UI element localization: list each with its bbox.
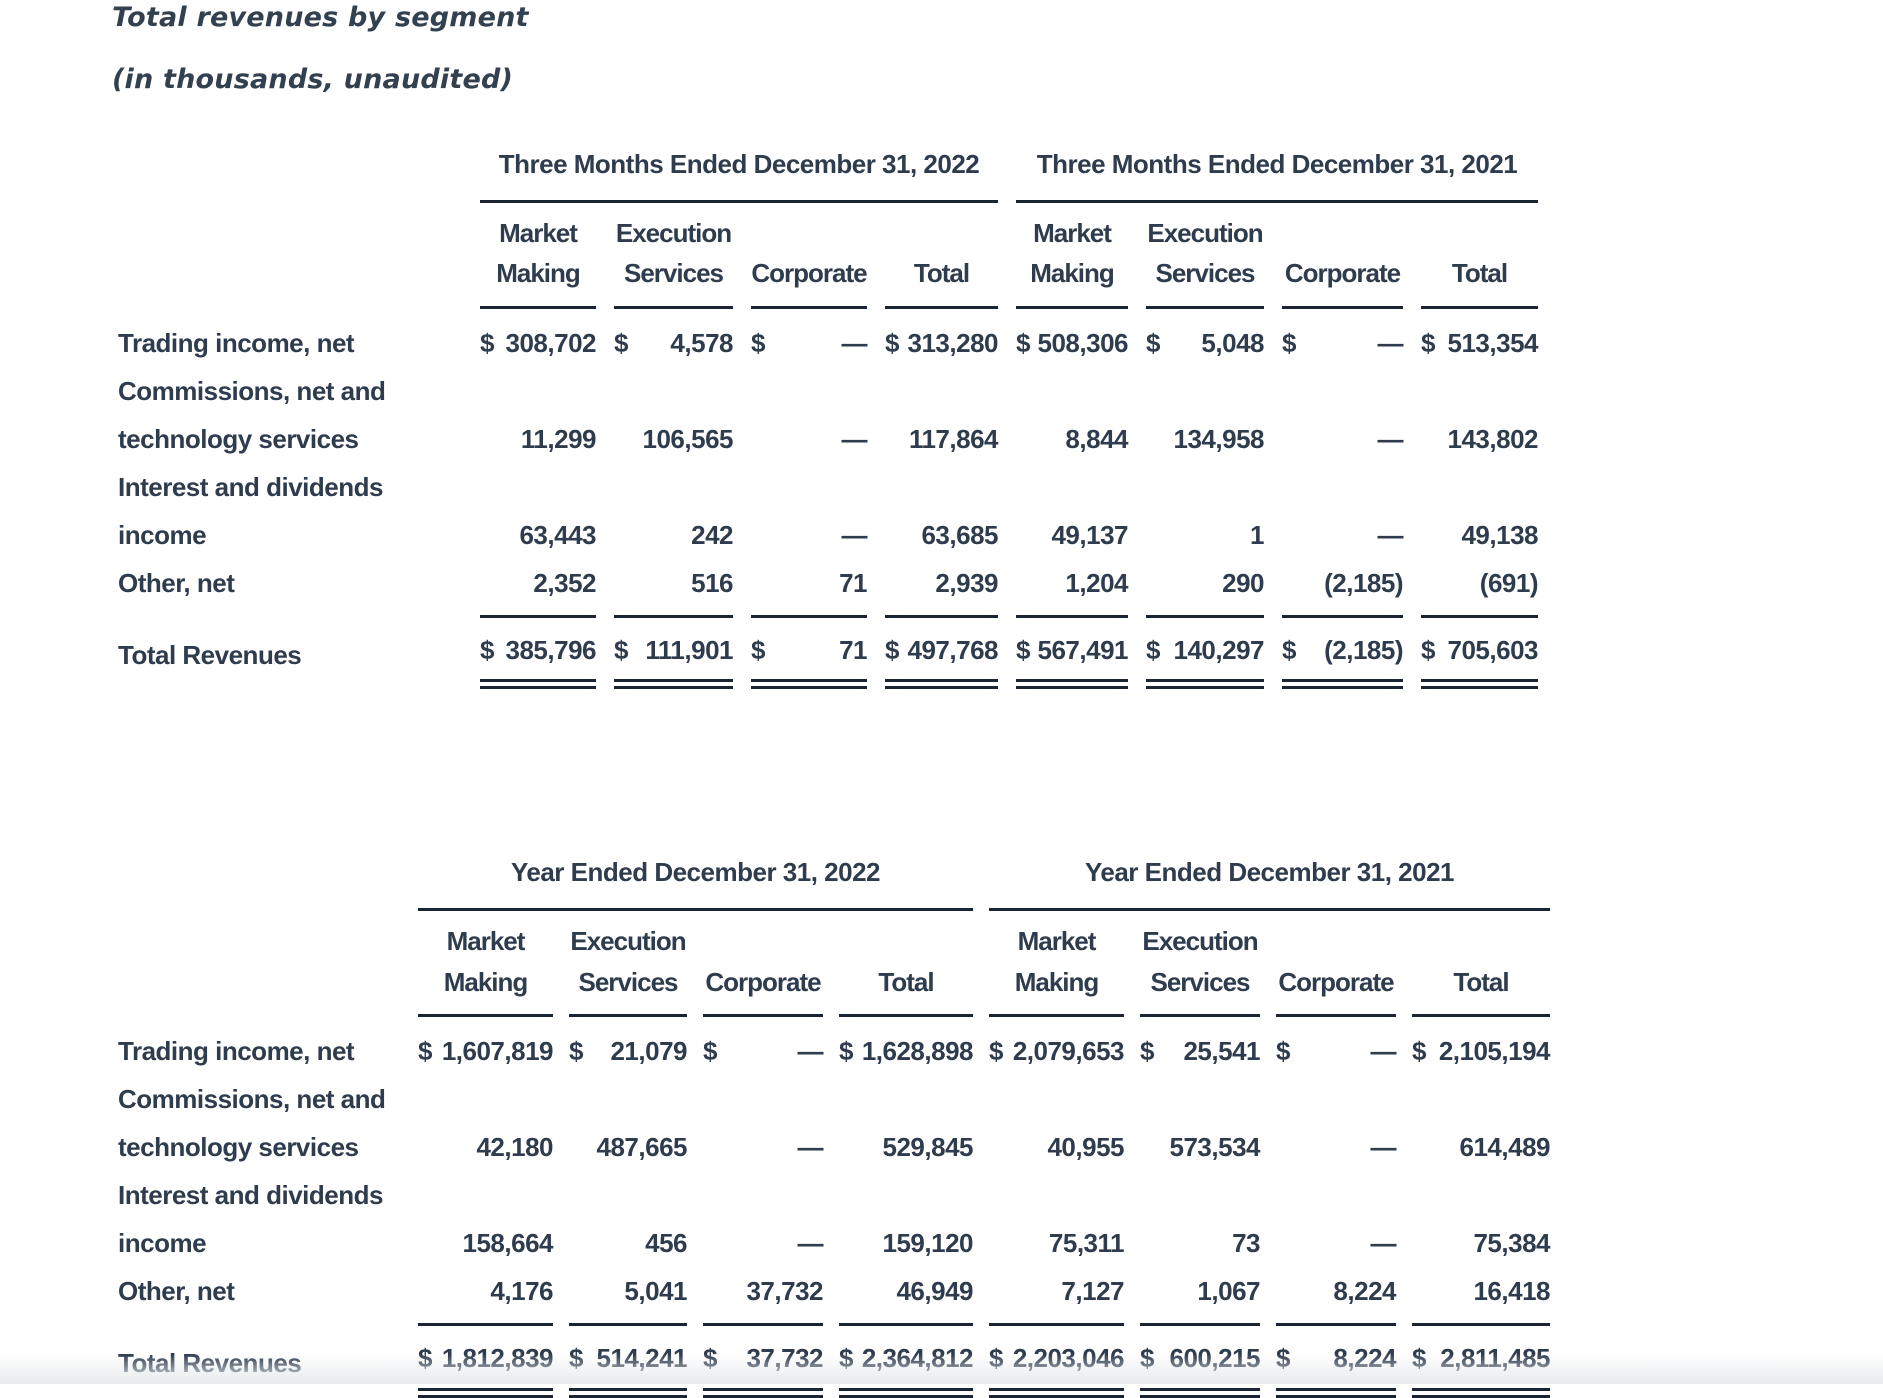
cell-value: 143,802 xyxy=(1447,423,1538,454)
currency-symbol: $ xyxy=(703,1343,717,1374)
table-cell xyxy=(1282,415,1403,463)
total-cell xyxy=(1421,615,1538,689)
cell-value: — xyxy=(841,519,867,550)
period-header-y-2021: Year Ended December 31, 2021 xyxy=(989,857,1550,911)
cell-value: 71 xyxy=(839,568,867,599)
currency-symbol: $ xyxy=(839,1343,853,1374)
cell-value: 106,565 xyxy=(642,423,733,454)
cell-value: — xyxy=(1377,519,1403,550)
currency-symbol: $ xyxy=(480,635,494,666)
table-cell xyxy=(1276,1017,1396,1075)
table-cell xyxy=(989,1267,1124,1315)
cell-value: 111,901 xyxy=(645,635,733,666)
table-cell xyxy=(839,1017,973,1075)
table-cell xyxy=(614,559,733,607)
table-cell xyxy=(1282,309,1403,367)
column-header-line: Total xyxy=(1451,258,1508,289)
cell-value: 11,299 xyxy=(520,423,596,454)
column-header-total xyxy=(1421,203,1538,309)
column-header-market-making xyxy=(480,203,596,309)
table-cell xyxy=(614,415,733,463)
table-cell xyxy=(751,559,867,607)
column-header-market-making xyxy=(989,911,1124,1017)
column-header-corporate xyxy=(751,203,867,309)
cell-value: 140,297 xyxy=(1173,635,1264,666)
table-cell xyxy=(1016,309,1128,367)
currency-symbol: $ xyxy=(1140,1343,1154,1374)
column-header-line: Services xyxy=(1150,966,1250,997)
row-label xyxy=(118,559,462,607)
spacer-cell xyxy=(118,911,402,1017)
column-header-line: Execution xyxy=(1147,218,1263,248)
currency-symbol: $ xyxy=(885,327,899,358)
table-cell xyxy=(1146,559,1264,607)
table-year xyxy=(118,857,1883,1397)
currency-symbol: $ xyxy=(1421,635,1435,666)
table-cell xyxy=(569,1219,687,1267)
currency-symbol: $ xyxy=(1412,1343,1426,1374)
currency-symbol: $ xyxy=(1282,635,1296,666)
cell-value: 158,664 xyxy=(462,1228,553,1259)
column-header-line: Making xyxy=(1030,258,1114,289)
cell-value: — xyxy=(1370,1228,1396,1259)
column-header-line: Total xyxy=(1453,966,1509,997)
total-cell xyxy=(885,615,998,689)
currency-symbol: $ xyxy=(418,1343,432,1374)
currency-symbol: $ xyxy=(885,635,899,666)
column-header-corporate xyxy=(703,911,823,1017)
currency-symbol: $ xyxy=(989,1343,1003,1374)
table-cell xyxy=(989,1017,1124,1075)
column-header-line: Corporate xyxy=(1284,258,1401,289)
table-cell xyxy=(1276,1267,1396,1315)
column-header-line: Corporate xyxy=(751,258,867,289)
column-header-total xyxy=(885,203,998,309)
cell-value: 8,224 xyxy=(1333,1343,1396,1374)
row-label-line: Trading income, net xyxy=(118,327,355,358)
table-cell xyxy=(418,1123,553,1171)
cell-value: 5,048 xyxy=(1201,327,1264,358)
cell-value: 117,864 xyxy=(908,423,998,454)
table-cell xyxy=(1421,559,1538,607)
cell-value: 1,607,819 xyxy=(441,1035,553,1066)
table-cell xyxy=(703,1123,823,1171)
cell-value: — xyxy=(797,1132,823,1163)
currency-symbol: $ xyxy=(703,1035,717,1066)
row-label-line: Trading income, net xyxy=(118,1035,355,1066)
currency-symbol: $ xyxy=(569,1343,583,1374)
cell-value: 242 xyxy=(691,519,733,550)
table-cell xyxy=(1276,1219,1396,1267)
column-header-execution-services xyxy=(614,203,733,309)
column-header-line: Market xyxy=(446,926,525,957)
cell-value: — xyxy=(1377,423,1403,454)
table-cell xyxy=(569,1267,687,1315)
column-header-market-making xyxy=(1016,203,1128,309)
cell-value: 290 xyxy=(1222,568,1264,599)
currency-symbol: $ xyxy=(1016,635,1030,666)
cell-value: 1,204 xyxy=(1065,568,1128,599)
cell-value: 573,534 xyxy=(1169,1132,1260,1163)
table-cell xyxy=(569,1017,687,1075)
column-header-line: Making xyxy=(443,966,528,997)
cell-value: — xyxy=(841,327,867,358)
table-cell xyxy=(751,309,867,367)
cell-value: 1 xyxy=(1250,519,1264,550)
cell-value: 1,628,898 xyxy=(861,1035,973,1066)
cell-value: 21,079 xyxy=(610,1035,687,1066)
cell-value: 487,665 xyxy=(596,1132,687,1163)
row-label-line: Interest and dividends xyxy=(118,471,383,502)
total-cell xyxy=(614,615,733,689)
column-header-corporate xyxy=(1282,203,1403,309)
table-cell xyxy=(885,559,998,607)
row-label-line: technology services xyxy=(118,423,359,454)
cell-value: 49,137 xyxy=(1051,519,1128,550)
table-cell xyxy=(1282,559,1403,607)
cell-value: 508,306 xyxy=(1037,327,1128,358)
table-cell xyxy=(839,1267,973,1315)
cell-value: 63,443 xyxy=(519,519,596,550)
period-header-y-2022: Year Ended December 31, 2022 xyxy=(418,857,973,911)
cell-value: 2,105,194 xyxy=(1438,1035,1550,1066)
table-cell xyxy=(1140,1267,1260,1315)
table-cell xyxy=(885,511,998,559)
table-cell xyxy=(751,415,867,463)
cell-value: 73 xyxy=(1232,1228,1260,1259)
row-label-line: Total Revenues xyxy=(118,1348,302,1379)
table-cell xyxy=(751,511,867,559)
cell-value: 614,489 xyxy=(1459,1132,1550,1163)
table-cell xyxy=(1016,511,1128,559)
currency-symbol: $ xyxy=(1276,1035,1290,1066)
table-cell xyxy=(614,511,733,559)
column-header-line: Total xyxy=(913,258,970,289)
period-header-q-2022: Three Months Ended December 31, 2022 xyxy=(480,149,998,203)
total-cell xyxy=(418,1323,553,1397)
table-cell xyxy=(1146,309,1264,367)
cell-value: — xyxy=(797,1228,823,1259)
cell-value: 37,732 xyxy=(746,1343,823,1374)
cell-value: 567,491 xyxy=(1037,635,1128,666)
column-header-market-making xyxy=(418,911,553,1017)
row-label-line: technology services xyxy=(118,1132,359,1163)
table-cell xyxy=(885,309,998,367)
table-cell xyxy=(1276,1123,1396,1171)
column-header-line: Making xyxy=(496,258,580,289)
cell-value: 313,280 xyxy=(907,327,998,358)
currency-symbol: $ xyxy=(1140,1035,1154,1066)
cell-value: — xyxy=(1377,327,1403,358)
cell-value: 2,811,485 xyxy=(1440,1343,1550,1374)
currency-symbol: $ xyxy=(1412,1035,1426,1066)
cell-value: 308,702 xyxy=(505,327,596,358)
cell-value: 2,203,046 xyxy=(1012,1343,1124,1374)
table-cell xyxy=(1146,511,1264,559)
table-cell xyxy=(703,1219,823,1267)
cell-value: 513,354 xyxy=(1447,327,1538,358)
cell-value: 8,844 xyxy=(1065,423,1128,454)
table-cell xyxy=(839,1123,973,1171)
cell-value: 49,138 xyxy=(1461,519,1538,550)
spacer-cell xyxy=(118,857,402,911)
cell-value: 600,215 xyxy=(1169,1343,1260,1374)
total-cell xyxy=(989,1323,1124,1397)
cell-value: 497,768 xyxy=(907,635,998,666)
column-header-line: Market xyxy=(1033,218,1111,248)
table-cell xyxy=(1016,559,1128,607)
table-cell xyxy=(1421,511,1538,559)
row-label-line: Other, net xyxy=(118,568,235,599)
currency-symbol: $ xyxy=(614,327,628,358)
row-label-line: Commissions, net and xyxy=(118,375,386,406)
cell-value: 16,418 xyxy=(1473,1276,1550,1307)
table-cell xyxy=(418,1267,553,1315)
column-header-line: Corporate xyxy=(1278,966,1394,997)
row-label-total xyxy=(118,1331,402,1397)
column-header-line: Execution xyxy=(570,926,686,957)
cell-value: 75,311 xyxy=(1048,1228,1124,1259)
currency-symbol: $ xyxy=(839,1035,853,1066)
total-cell xyxy=(1146,615,1264,689)
table-cell xyxy=(418,1219,553,1267)
row-label-line: Interest and dividends xyxy=(118,1180,383,1211)
cell-value: 2,364,812 xyxy=(861,1343,973,1374)
cell-value: 456 xyxy=(645,1228,687,1259)
currency-symbol: $ xyxy=(1016,327,1030,358)
column-header-line: Making xyxy=(1014,966,1099,997)
column-header-line: Total xyxy=(878,966,934,997)
cell-value: — xyxy=(797,1035,823,1066)
table-cell xyxy=(569,1123,687,1171)
currency-symbol: $ xyxy=(989,1035,1003,1066)
column-header-execution-services xyxy=(1140,911,1260,1017)
table-three-months xyxy=(118,149,1883,689)
total-cell xyxy=(1276,1323,1396,1397)
table-cell xyxy=(989,1123,1124,1171)
table-cell xyxy=(1016,415,1128,463)
currency-symbol: $ xyxy=(418,1035,432,1066)
table-cell xyxy=(885,415,998,463)
table-cell xyxy=(1412,1123,1550,1171)
cell-value: — xyxy=(1370,1132,1396,1163)
currency-symbol: $ xyxy=(1146,327,1160,358)
column-header-line: Services xyxy=(1155,258,1255,289)
currency-symbol: $ xyxy=(751,327,765,358)
table-cell xyxy=(1421,415,1538,463)
cell-value: 25,541 xyxy=(1183,1035,1260,1066)
table-cell xyxy=(480,559,596,607)
cell-value: 2,352 xyxy=(533,568,596,599)
cell-value: 4,176 xyxy=(490,1276,553,1307)
row-label-line: income xyxy=(118,519,207,550)
row-label xyxy=(118,367,462,463)
currency-symbol: $ xyxy=(1421,327,1435,358)
row-label-line: income xyxy=(118,1228,207,1259)
cell-value: 514,241 xyxy=(596,1343,687,1374)
column-header-execution-services xyxy=(569,911,687,1017)
cell-value: 46,949 xyxy=(896,1276,973,1307)
cell-value: 7,127 xyxy=(1061,1276,1124,1307)
column-header-line: Services xyxy=(578,966,678,997)
table-cell xyxy=(614,309,733,367)
table-cell xyxy=(480,309,596,367)
column-header-line: Services xyxy=(624,258,723,289)
row-label xyxy=(118,1171,402,1267)
currency-symbol: $ xyxy=(1146,635,1160,666)
row-label-line: Other, net xyxy=(118,1276,235,1307)
total-cell xyxy=(1282,615,1403,689)
table-cell xyxy=(1421,309,1538,367)
column-header-corporate xyxy=(1276,911,1396,1017)
table-cell xyxy=(1140,1219,1260,1267)
cell-value: 2,939 xyxy=(935,568,998,599)
cell-value: 4,578 xyxy=(670,327,733,358)
cell-value: (2,185) xyxy=(1324,568,1403,599)
row-label xyxy=(118,463,462,559)
total-cell xyxy=(569,1323,687,1397)
cell-value: 159,120 xyxy=(882,1228,973,1259)
row-label xyxy=(118,309,462,367)
table-cell xyxy=(1140,1017,1260,1075)
total-cell xyxy=(1140,1323,1260,1397)
column-header-line: Market xyxy=(1017,926,1096,957)
total-cell xyxy=(1412,1323,1550,1397)
currency-symbol: $ xyxy=(751,635,765,666)
cell-value: 134,958 xyxy=(1173,423,1264,454)
column-header-line: Execution xyxy=(1142,926,1258,957)
currency-symbol: $ xyxy=(569,1035,583,1066)
cell-value: 8,224 xyxy=(1333,1276,1396,1307)
row-label xyxy=(118,1017,402,1075)
table-cell xyxy=(418,1017,553,1075)
cell-value: 75,384 xyxy=(1473,1228,1550,1259)
page-subtitle: (in thousands, unaudited) xyxy=(112,64,514,95)
column-header-line: Market xyxy=(499,218,577,248)
page-title: Total revenues by segment xyxy=(112,2,529,33)
row-label-total xyxy=(118,623,462,689)
spacer-cell xyxy=(118,149,462,203)
total-cell xyxy=(1016,615,1128,689)
currency-symbol: $ xyxy=(1276,1343,1290,1374)
table-cell xyxy=(1140,1123,1260,1171)
currency-symbol: $ xyxy=(1282,327,1296,358)
column-header-execution-services xyxy=(1146,203,1264,309)
cell-value: 42,180 xyxy=(476,1132,553,1163)
table-cell xyxy=(989,1219,1124,1267)
total-cell xyxy=(703,1323,823,1397)
table-cell xyxy=(839,1219,973,1267)
cell-value: 5,041 xyxy=(624,1276,687,1307)
currency-symbol: $ xyxy=(480,327,494,358)
row-label-line: Total Revenues xyxy=(118,640,302,671)
total-cell xyxy=(751,615,867,689)
period-header-q-2021: Three Months Ended December 31, 2021 xyxy=(1016,149,1538,203)
table-cell xyxy=(480,415,596,463)
cell-value: 1,812,839 xyxy=(441,1343,553,1374)
cell-value: 2,079,653 xyxy=(1012,1035,1124,1066)
cell-value: 385,796 xyxy=(505,635,596,666)
currency-symbol: $ xyxy=(614,635,628,666)
cell-value: 40,955 xyxy=(1047,1132,1124,1163)
cell-value: — xyxy=(841,423,867,454)
table-cell xyxy=(1412,1267,1550,1315)
spacer-cell xyxy=(118,203,462,309)
row-label-line: Commissions, net and xyxy=(118,1083,386,1114)
cell-value: 63,685 xyxy=(921,519,998,550)
cell-value: 705,603 xyxy=(1447,635,1538,666)
column-header-total xyxy=(1412,911,1550,1017)
table-cell xyxy=(1412,1017,1550,1075)
table-cell xyxy=(1412,1219,1550,1267)
cell-value: 516 xyxy=(691,568,733,599)
cell-value: (2,185) xyxy=(1324,635,1403,666)
cell-value: — xyxy=(1370,1035,1396,1066)
table-cell xyxy=(703,1017,823,1075)
column-header-line: Corporate xyxy=(705,966,821,997)
row-label xyxy=(118,1075,402,1171)
row-label xyxy=(118,1267,402,1315)
column-header-line: Execution xyxy=(615,218,732,248)
table-cell xyxy=(480,511,596,559)
cell-value: 37,732 xyxy=(746,1276,823,1307)
cell-value: 71 xyxy=(839,635,867,666)
total-cell xyxy=(839,1323,973,1397)
cell-value: 1,067 xyxy=(1197,1276,1260,1307)
total-cell xyxy=(480,615,596,689)
column-header-total xyxy=(839,911,973,1017)
cell-value: 529,845 xyxy=(882,1132,973,1163)
cell-value: (691) xyxy=(1479,568,1538,599)
table-cell xyxy=(1282,511,1403,559)
table-cell xyxy=(703,1267,823,1315)
table-cell xyxy=(1146,415,1264,463)
